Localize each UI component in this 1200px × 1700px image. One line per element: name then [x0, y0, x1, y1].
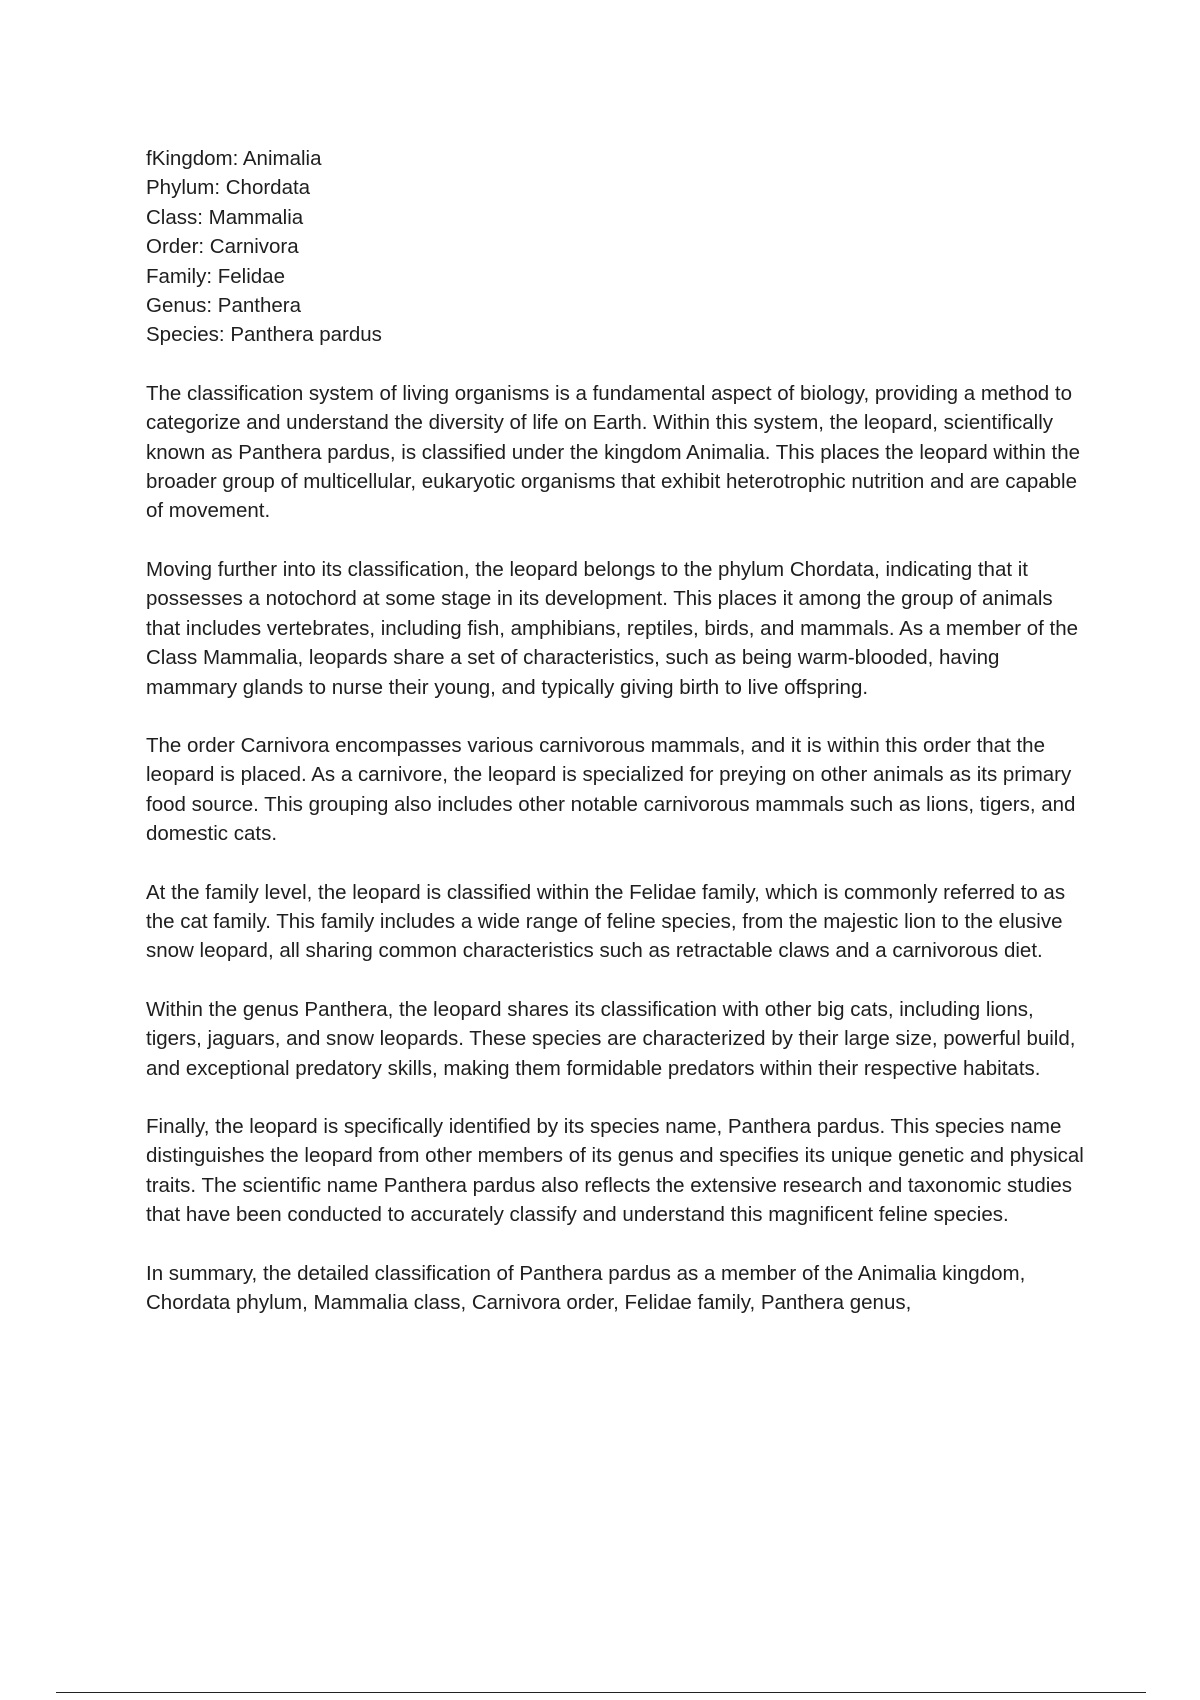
- paragraph-order: The order Carnivora encompasses various carnivorous mammals, and it is within this order that the leopard is placed. As a carnivore, the leopard is specialized for preying on other animals as its primary food source. This grouping also includes other notable carnivorous mammals such as lions, tigers, and domestic cats.: [146, 733, 1076, 846]
- taxonomy-kingdom: fKingdom: Animalia: [146, 147, 322, 170]
- paragraph-kingdom: The classification system of living organisms is a fundamental aspect of biology, providing a method to categorize and understand the diversity of life on Earth. Within this system, the leopard, scientifically known as Panthera pardus, is classified under the kingdom Animalia. This places the leopard within the broader group of multicellular, eukaryotic organisms that exhibit heterotrophic nutrition and are capable of movement.: [146, 381, 1081, 523]
- paragraph-species: Finally, the leopard is specifically identified by its species name, Panthera pardus. This species name distinguishes the leopard from other members of its genus and specifies its unique genetic and physical traits. The scientific name Panthera pardus also reflects the extensive research and taxonomic studies that have been conducted to accurately classify and understand this magnificent feline species.: [146, 1114, 1084, 1227]
- taxonomy-phylum: Phylum: Chordata: [146, 176, 311, 200]
- taxonomy-species: Species: Panthera pardus: [146, 323, 382, 347]
- paragraph-family: At the family level, the leopard is classified within the Felidae family, which is commonly referred to as the cat family. This family includes a wide range of feline species, from the majestic lion to the elusive snow leopard, all sharing common characteristics such as retractable claws and a carnivorous diet.: [146, 880, 1066, 963]
- taxonomy-order: Order: Carnivora: [146, 235, 299, 259]
- paragraph-summary: In summary, the detailed classification of Panthera pardus as a member of the Animalia kingdom, Chordata phylum, Mammalia class, Carnivora order, Felidae family, Panthera genus,: [146, 1261, 1026, 1314]
- paragraph-genus: Within the genus Panthera, the leopard shares its classification with other big cats, including lions, tigers, jaguars, and snow leopards. These species are characterized by their large size, powerful build, and exceptional predatory skills, making them formidable predators within their respective habitats.: [146, 997, 1076, 1080]
- page-bottom-divider: [56, 1692, 1146, 1693]
- taxonomy-family: Family: Felidae: [146, 264, 285, 288]
- document-body: [146, 144, 1091, 1346]
- taxonomy-list: [146, 144, 1091, 350]
- taxonomy-genus: Genus: Panthera: [146, 294, 301, 318]
- taxonomy-class: Class: Mammalia: [146, 205, 304, 229]
- paragraph-phylum-class: Moving further into its classification, the leopard belongs to the phylum Chordata, indicating that it possesses a notochord at some stage in its development. This places it among the group of animals that includes vertebrates, including fish, amphibians, reptiles, birds, and mammals. As a member of the Class Mammalia, leopards share a set of characteristics, such as being warm-blooded, having mammary glands to nurse their young, and typically giving birth to live offspring.: [146, 557, 1079, 699]
